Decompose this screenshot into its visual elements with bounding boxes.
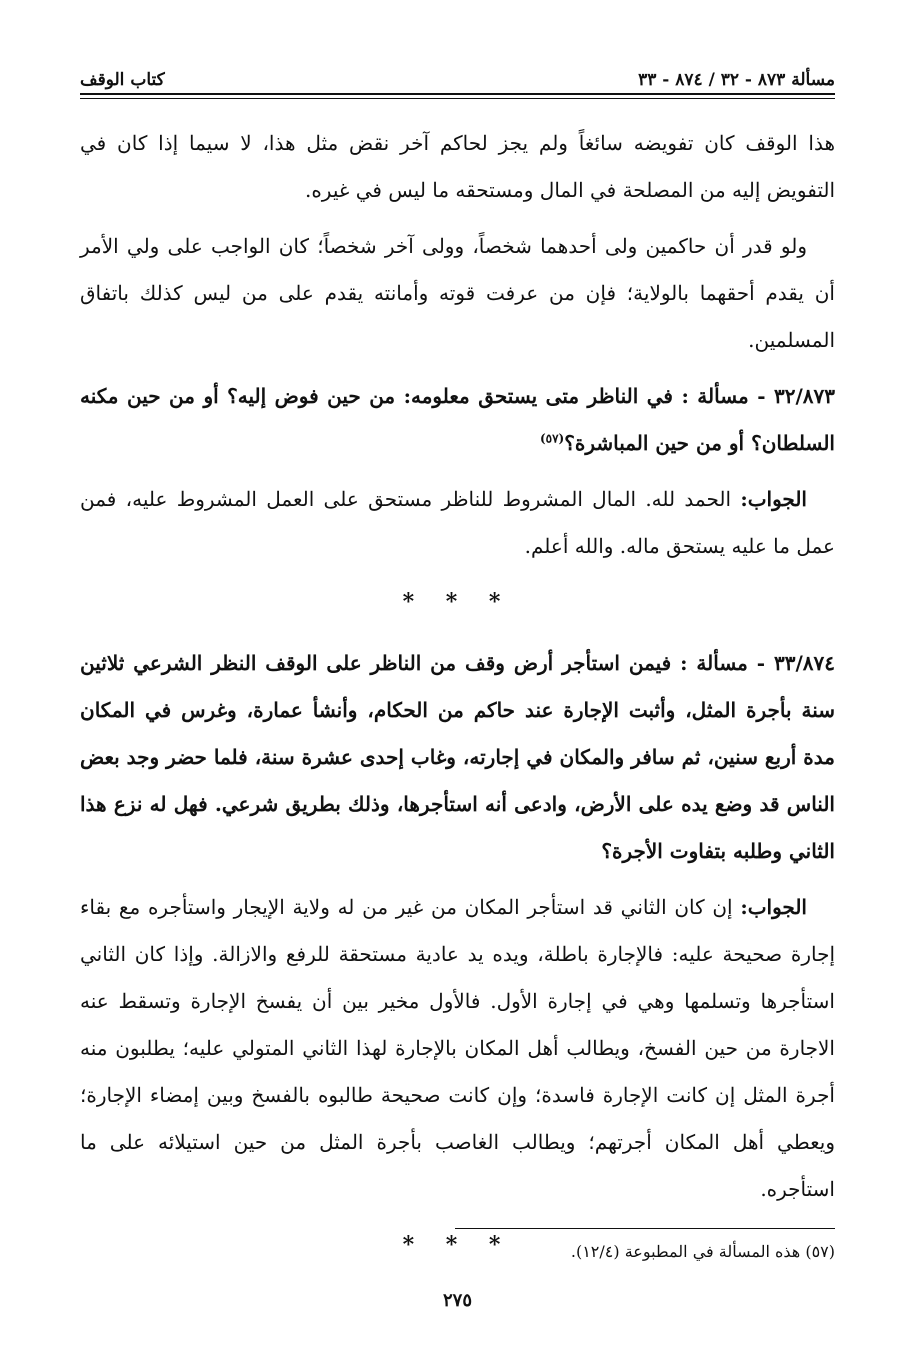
answer-873-label: الجواب: xyxy=(740,487,807,511)
header-rule-thin xyxy=(80,98,835,99)
section-separator-2: * * * xyxy=(402,1232,513,1258)
question-874 xyxy=(80,640,835,875)
answer-874-text: إن كان الثاني قد استأجر المكان من غير من له ولاية الإيجار واستأجره مع بقاء إجارة صحيحة عليه: فالإجارة باطلة، ويده يد عادية مستحقة للرفع والازالة. وإذا كان الثاني استأجرها وتسلمها وهي في إجارة الأول. فالأول مخير بين أن يفسخ الإجارة وتسقط عنه الاجارة من حين الفسخ، ويطالب أهل المكان بالإجارة لهذا الثاني المتولي عليه؛ يطلبون منه أجرة المثل إن كانت الإجارة فاسدة؛ وإن كانت صحيحة طالبوه بالفسخ وبين إمضاء الإجارة؛ ويعطي أهل المكان أجرتهم؛ ويطالب الغاصب بأجرة المثل من حين استيلائه على ما استأجره. xyxy=(80,895,835,1201)
answer-874 xyxy=(80,884,835,1213)
answer-874-label: الجواب: xyxy=(740,895,807,919)
answer-873-text: الحمد لله. المال المشروط للناظر مستحق على العمل المشروط عليه، فمن عمل ما عليه يستحق ماله. والله أعلم. xyxy=(80,487,835,558)
question-873 xyxy=(80,373,835,467)
section-separator: * * * xyxy=(402,589,513,615)
question-874-number: ٣٣/٨٧٤ - مسألة : xyxy=(680,651,835,675)
footnote-rule xyxy=(455,1228,835,1229)
header-book-title: كتاب الوقف xyxy=(80,70,165,90)
paragraph-2: ولو قدر أن حاكمين ولى أحدهما شخصاً، وولى آخر شخصاً؛ كان الواجب على ولي الأمر أن يقدم أحقهما بالولاية؛ فإن من عرفت قوته وأمانته يقدم على من ليس كذلك باتفاق المسلمين. xyxy=(80,234,835,352)
page-number: ٢٧٥ xyxy=(442,1290,472,1311)
question-874-text: فيمن استأجر أرض وقف من الناظر على الوقف النظر الشرعي ثلاثين سنة بأجرة المثل، وأثبت الإجارة عند حاكم من الحكام، وأنشأ عمارة، وغرس في المكان مدة أربع سنين، ثم سافر والمكان في إجارته، وغاب إحدى عشرة سنة، فلما حضر وجد بعض الناس قد وضع يده على الأرض، وادعى أنه استأجرها، وذلك بطريق شرعي. فهل له نزع هذا الثاني وطلبه بتفاوت الأجرة؟ xyxy=(80,651,835,863)
question-873-number: ٣٢/٨٧٣ - مسألة : xyxy=(681,384,835,408)
footnote-reference[interactable]: (٥٧) xyxy=(539,431,565,446)
header-section-title: مسألة ٨٧٣ - ٣٢ / ٨٧٤ - ٣٣ xyxy=(638,70,835,90)
footnote: (٥٧) هذه المسألة في المطبوعة (١٢/٤). xyxy=(570,1242,835,1261)
question-873-text: في الناظر متى يستحق معلومه: من حين فوض إليه؟ أو من حين مكنه السلطان؟ أو من حين المباشرة؟ xyxy=(80,384,835,455)
header-rule-thick xyxy=(80,93,835,95)
paragraph-1: هذا الوقف كان تفويضه سائغاً ولم يجز لحاكم آخر نقض مثل هذا، لا سيما إذا كان في التفويض إليه من المصلحة في المال ومستحقه ما ليس في غيره. xyxy=(80,131,835,202)
page-body xyxy=(80,120,835,1283)
answer-873 xyxy=(80,476,835,570)
running-header xyxy=(80,60,835,90)
